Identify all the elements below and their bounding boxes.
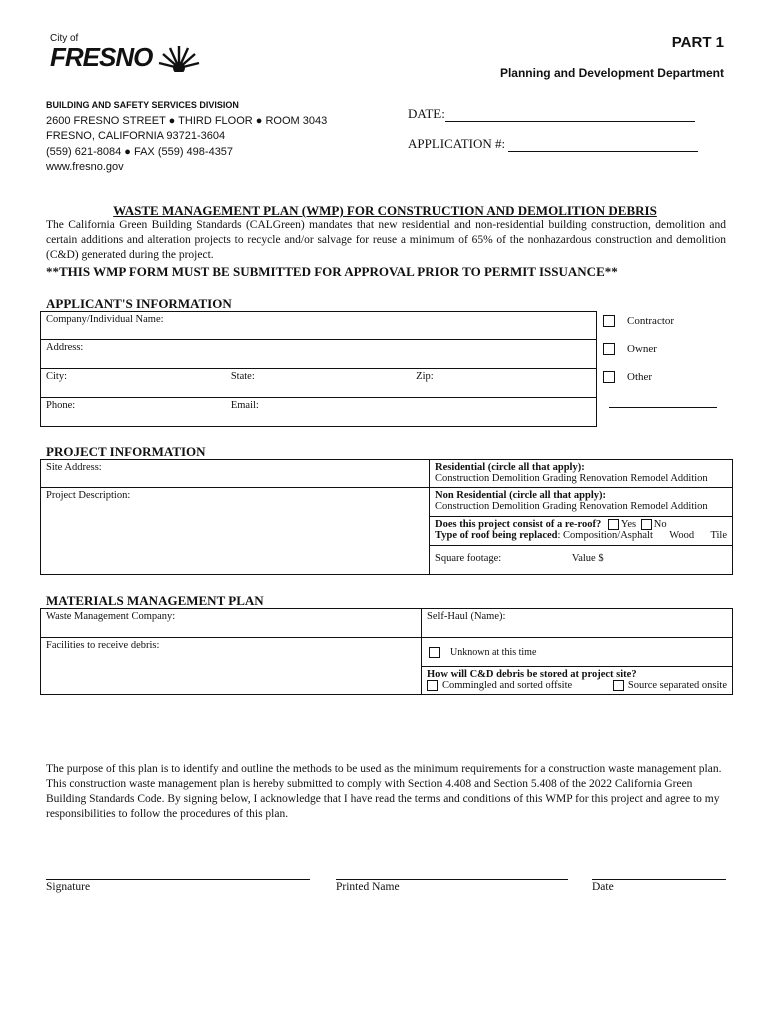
other-specify-line[interactable]: [609, 407, 717, 408]
application-label: APPLICATION #:: [408, 136, 506, 151]
contractor-label: Contractor: [627, 315, 675, 327]
residential-label: Residential (circle all that apply):: [435, 462, 585, 473]
residential-cell: [430, 460, 733, 488]
facilities-label: Facilities to receive debris:: [46, 640, 160, 651]
address-field[interactable]: [41, 340, 597, 369]
owner-label: Owner: [627, 343, 657, 355]
email-label: Email:: [230, 400, 259, 411]
site-address-label: Site Address:: [46, 462, 102, 473]
storage-question: How will C&D debris be stored at project site?: [427, 669, 637, 680]
nonresidential-options[interactable]: Construction Demolition Grading Renovation Remodel Addition: [435, 501, 708, 512]
sunburst-icon: [158, 42, 200, 72]
website: www.fresno.gov: [46, 161, 124, 173]
waste-company-field[interactable]: [41, 609, 422, 638]
logo-city-of: City of: [50, 33, 79, 44]
other-label: Other: [627, 371, 653, 383]
printed-name-label: Printed Name: [336, 881, 400, 893]
application-number-field[interactable]: [508, 137, 698, 152]
phone-label: Phone:: [46, 400, 76, 411]
department-name: Planning and Development Department: [499, 66, 724, 80]
project-heading: PROJECT INFORMATION: [46, 444, 206, 459]
applicant-heading: APPLICANT'S INFORMATION: [46, 296, 232, 311]
self-haul-field[interactable]: [422, 609, 733, 638]
applicant-table: [40, 311, 597, 427]
roof-type-label: Type of roof being replaced: [435, 530, 558, 542]
source-separated-label: Source separated onsite: [627, 680, 727, 691]
self-haul-label: Self-Haul (Name):: [427, 611, 506, 622]
facilities-field[interactable]: [41, 638, 422, 695]
residential-options[interactable]: Construction Demolition Grading Renovation Remodel Addition: [435, 473, 708, 484]
reroof-cell: Does this project consist of a re-roof? Yes No Type of roof being replaced: Composition/Asphalt Wood Tile: [430, 517, 733, 546]
date-label: DATE:: [408, 106, 445, 121]
materials-table: [40, 608, 733, 695]
other-checkbox[interactable]: [603, 371, 615, 383]
reroof-yes-label: Yes: [620, 519, 637, 530]
address-label: Address:: [46, 342, 84, 353]
state-field[interactable]: [226, 369, 411, 398]
email-field[interactable]: [226, 398, 597, 427]
reroof-yes-checkbox[interactable]: [608, 519, 619, 530]
roof-type-tile[interactable]: Tile: [710, 530, 727, 542]
submission-notice: **THIS WMP FORM MUST BE SUBMITTED FOR APPROVAL PRIOR TO PERMIT ISSUANCE**: [46, 264, 618, 279]
contact-phone: (559) 621-8084 ● FAX (559) 498-4357: [46, 145, 234, 158]
division-address: [46, 98, 327, 176]
storage-cell: [422, 667, 733, 695]
square-footage-label: Square footage:: [435, 553, 502, 564]
value-label: Value $: [571, 553, 604, 564]
city-address: FRESNO, CALIFORNIA 93721-3604: [46, 130, 226, 142]
printed-name-line[interactable]: [336, 879, 568, 880]
contractor-checkbox[interactable]: [603, 315, 615, 327]
city-field[interactable]: [41, 369, 226, 398]
square-footage-cell[interactable]: [430, 546, 733, 575]
signature-label: Signature: [46, 881, 91, 893]
unknown-checkbox[interactable]: [429, 647, 440, 658]
company-name-field[interactable]: [41, 312, 597, 340]
date-signature-line[interactable]: [592, 879, 726, 880]
city-logo: FRESNO: [50, 42, 153, 72]
reroof-no-label: No: [653, 519, 667, 530]
reroof-question: Does this project consist of a re-roof?: [435, 519, 602, 530]
intro-paragraph: The California Green Building Standards (CALGreen) mandates that new residential and non-residential building construction, demolition and certain additions and alteration projects to recycle and/or salvage for reuse a minimum of 65% of the nonhazardous construction and demolition (C&D) generated during the project.: [46, 219, 726, 261]
role-other: [603, 371, 652, 383]
roof-type-wood[interactable]: Wood: [669, 530, 695, 542]
division-name: BUILDING AND SAFETY SERVICES DIVISION: [46, 100, 239, 110]
street-address: 2600 FRESNO STREET ● THIRD FLOOR ● ROOM 3043: [46, 114, 328, 127]
nonresidential-label: Non Residential (circle all that apply):: [435, 490, 607, 501]
source-separated-checkbox[interactable]: [613, 680, 624, 691]
zip-field[interactable]: [411, 369, 596, 398]
commingled-label: Commingled and sorted offsite: [442, 680, 573, 691]
commingled-checkbox[interactable]: [427, 680, 438, 691]
phone-field[interactable]: [41, 398, 226, 427]
project-description-field[interactable]: [41, 488, 430, 575]
date-field[interactable]: [445, 107, 695, 122]
waste-company-label: Waste Management Company:: [46, 611, 176, 622]
city-label: City:: [46, 371, 68, 382]
reroof-no-checkbox[interactable]: [641, 519, 652, 530]
nonresidential-cell: [430, 488, 733, 517]
unknown-label: Unknown at this time: [450, 647, 537, 658]
date-signature-label: Date: [592, 881, 614, 893]
unknown-cell: [422, 638, 733, 667]
part-label: PART 1: [671, 34, 724, 51]
project-description-label: Project Description:: [46, 490, 131, 501]
purpose-paragraph: The purpose of this plan is to identify and outline the methods to be used as the minimum requirements for a construction waste management plan. This construction waste management plan is hereby submitted to comply with Section 4.408 and Section 5.408 of the 2022 California Green Building Standards Code. By signing below, I acknowledge that I have read the terms and conditions of this WMP for this project and agree to my responsibilities to follow the procedures of this plan.: [46, 763, 722, 820]
state-label: State:: [230, 371, 255, 382]
project-table: [40, 459, 733, 575]
role-owner: [603, 343, 657, 355]
form-title: WASTE MANAGEMENT PLAN (WMP) FOR CONSTRUCTION AND DEMOLITION DEBRIS: [113, 203, 657, 218]
roof-type-composition[interactable]: Composition/Asphalt: [563, 530, 653, 542]
site-address-field[interactable]: [41, 460, 430, 488]
zip-label: Zip:: [416, 371, 434, 382]
role-contractor: [603, 315, 674, 327]
company-name-label: Company/Individual Name:: [46, 314, 164, 325]
application-row: [408, 136, 698, 152]
signature-line[interactable]: [46, 879, 310, 880]
date-row: [408, 106, 695, 122]
materials-heading: MATERIALS MANAGEMENT PLAN: [46, 593, 264, 608]
owner-checkbox[interactable]: [603, 343, 615, 355]
